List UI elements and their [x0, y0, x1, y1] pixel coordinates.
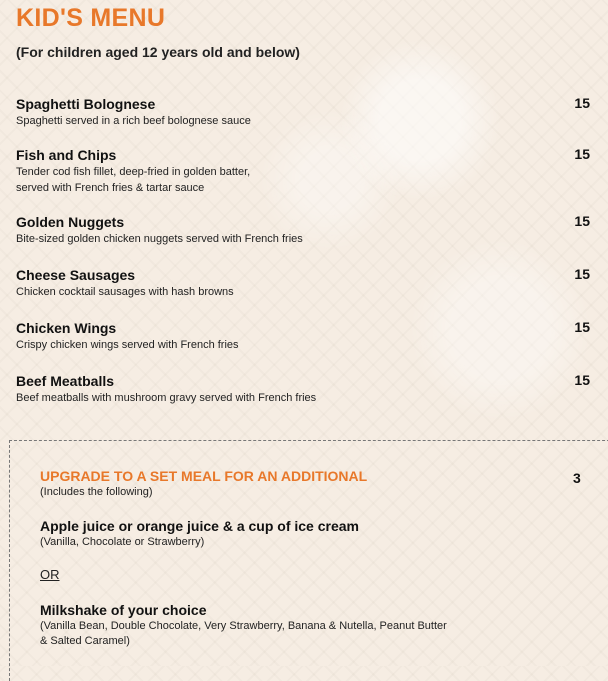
item-description: served with French fries & tartar sauce [16, 182, 205, 194]
item-price: 15 [574, 213, 590, 229]
item-description: Tender cod fish fillet, deep-fried in golden batter, [16, 166, 251, 178]
item-name: Beef Meatballs [16, 373, 115, 389]
menu-title: KID'S MENU [16, 4, 166, 32]
item-description: Bite-sized golden chicken nuggets served with French fries [16, 233, 303, 245]
item-name: Chicken Wings [16, 320, 117, 336]
item-description: Beef meatballs with mushroom gravy served with French fries [16, 392, 317, 404]
upgrade-option-milkshake-desc [40, 619, 500, 649]
item-price: 15 [574, 266, 590, 282]
item-price: 15 [574, 372, 590, 388]
item-name: Golden Nuggets [16, 214, 125, 230]
item-name: Fish and Chips [16, 147, 117, 163]
upgrade-price: 3 [573, 470, 581, 486]
menu-item-fish-and-chips [16, 146, 592, 196]
upgrade-note: (Includes the following) [40, 486, 153, 498]
item-price: 15 [574, 95, 590, 111]
item-price: 15 [574, 146, 590, 162]
or-divider: OR [40, 567, 60, 582]
menu-item-golden-nuggets [16, 213, 592, 247]
milkshake-flavours-line: (Vanilla Bean, Double Chocolate, Very Strawberry, Banana & Nutella, Peanut Butter [40, 620, 447, 632]
milkshake-flavours-line: & Salted Caramel) [40, 635, 130, 647]
item-name: Cheese Sausages [16, 267, 136, 283]
item-price: 15 [574, 319, 590, 335]
upgrade-option-milkshake-name: Milkshake of your choice [40, 602, 207, 618]
item-name: Spaghetti Bolognese [16, 96, 156, 112]
upgrade-option-juice-desc: (Vanilla, Chocolate or Strawberry) [40, 536, 205, 548]
item-description: Crispy chicken wings served with French fries [16, 339, 239, 351]
menu-subtitle: (For children aged 12 years old and below) [16, 44, 300, 60]
menu-item-spaghetti-bolognese [16, 95, 592, 129]
menu-item-chicken-wings [16, 319, 592, 353]
menu-item-cheese-sausages [16, 266, 592, 300]
item-description: Chicken cocktail sausages with hash browns [16, 286, 234, 298]
item-description: Spaghetti served in a rich beef bolognese sauce [16, 115, 251, 127]
upgrade-option-juice-name: Apple juice or orange juice & a cup of ice cream [40, 518, 359, 534]
upgrade-title: UPGRADE TO A SET MEAL FOR AN ADDITIONAL [40, 468, 368, 484]
menu-item-beef-meatballs [16, 372, 592, 406]
